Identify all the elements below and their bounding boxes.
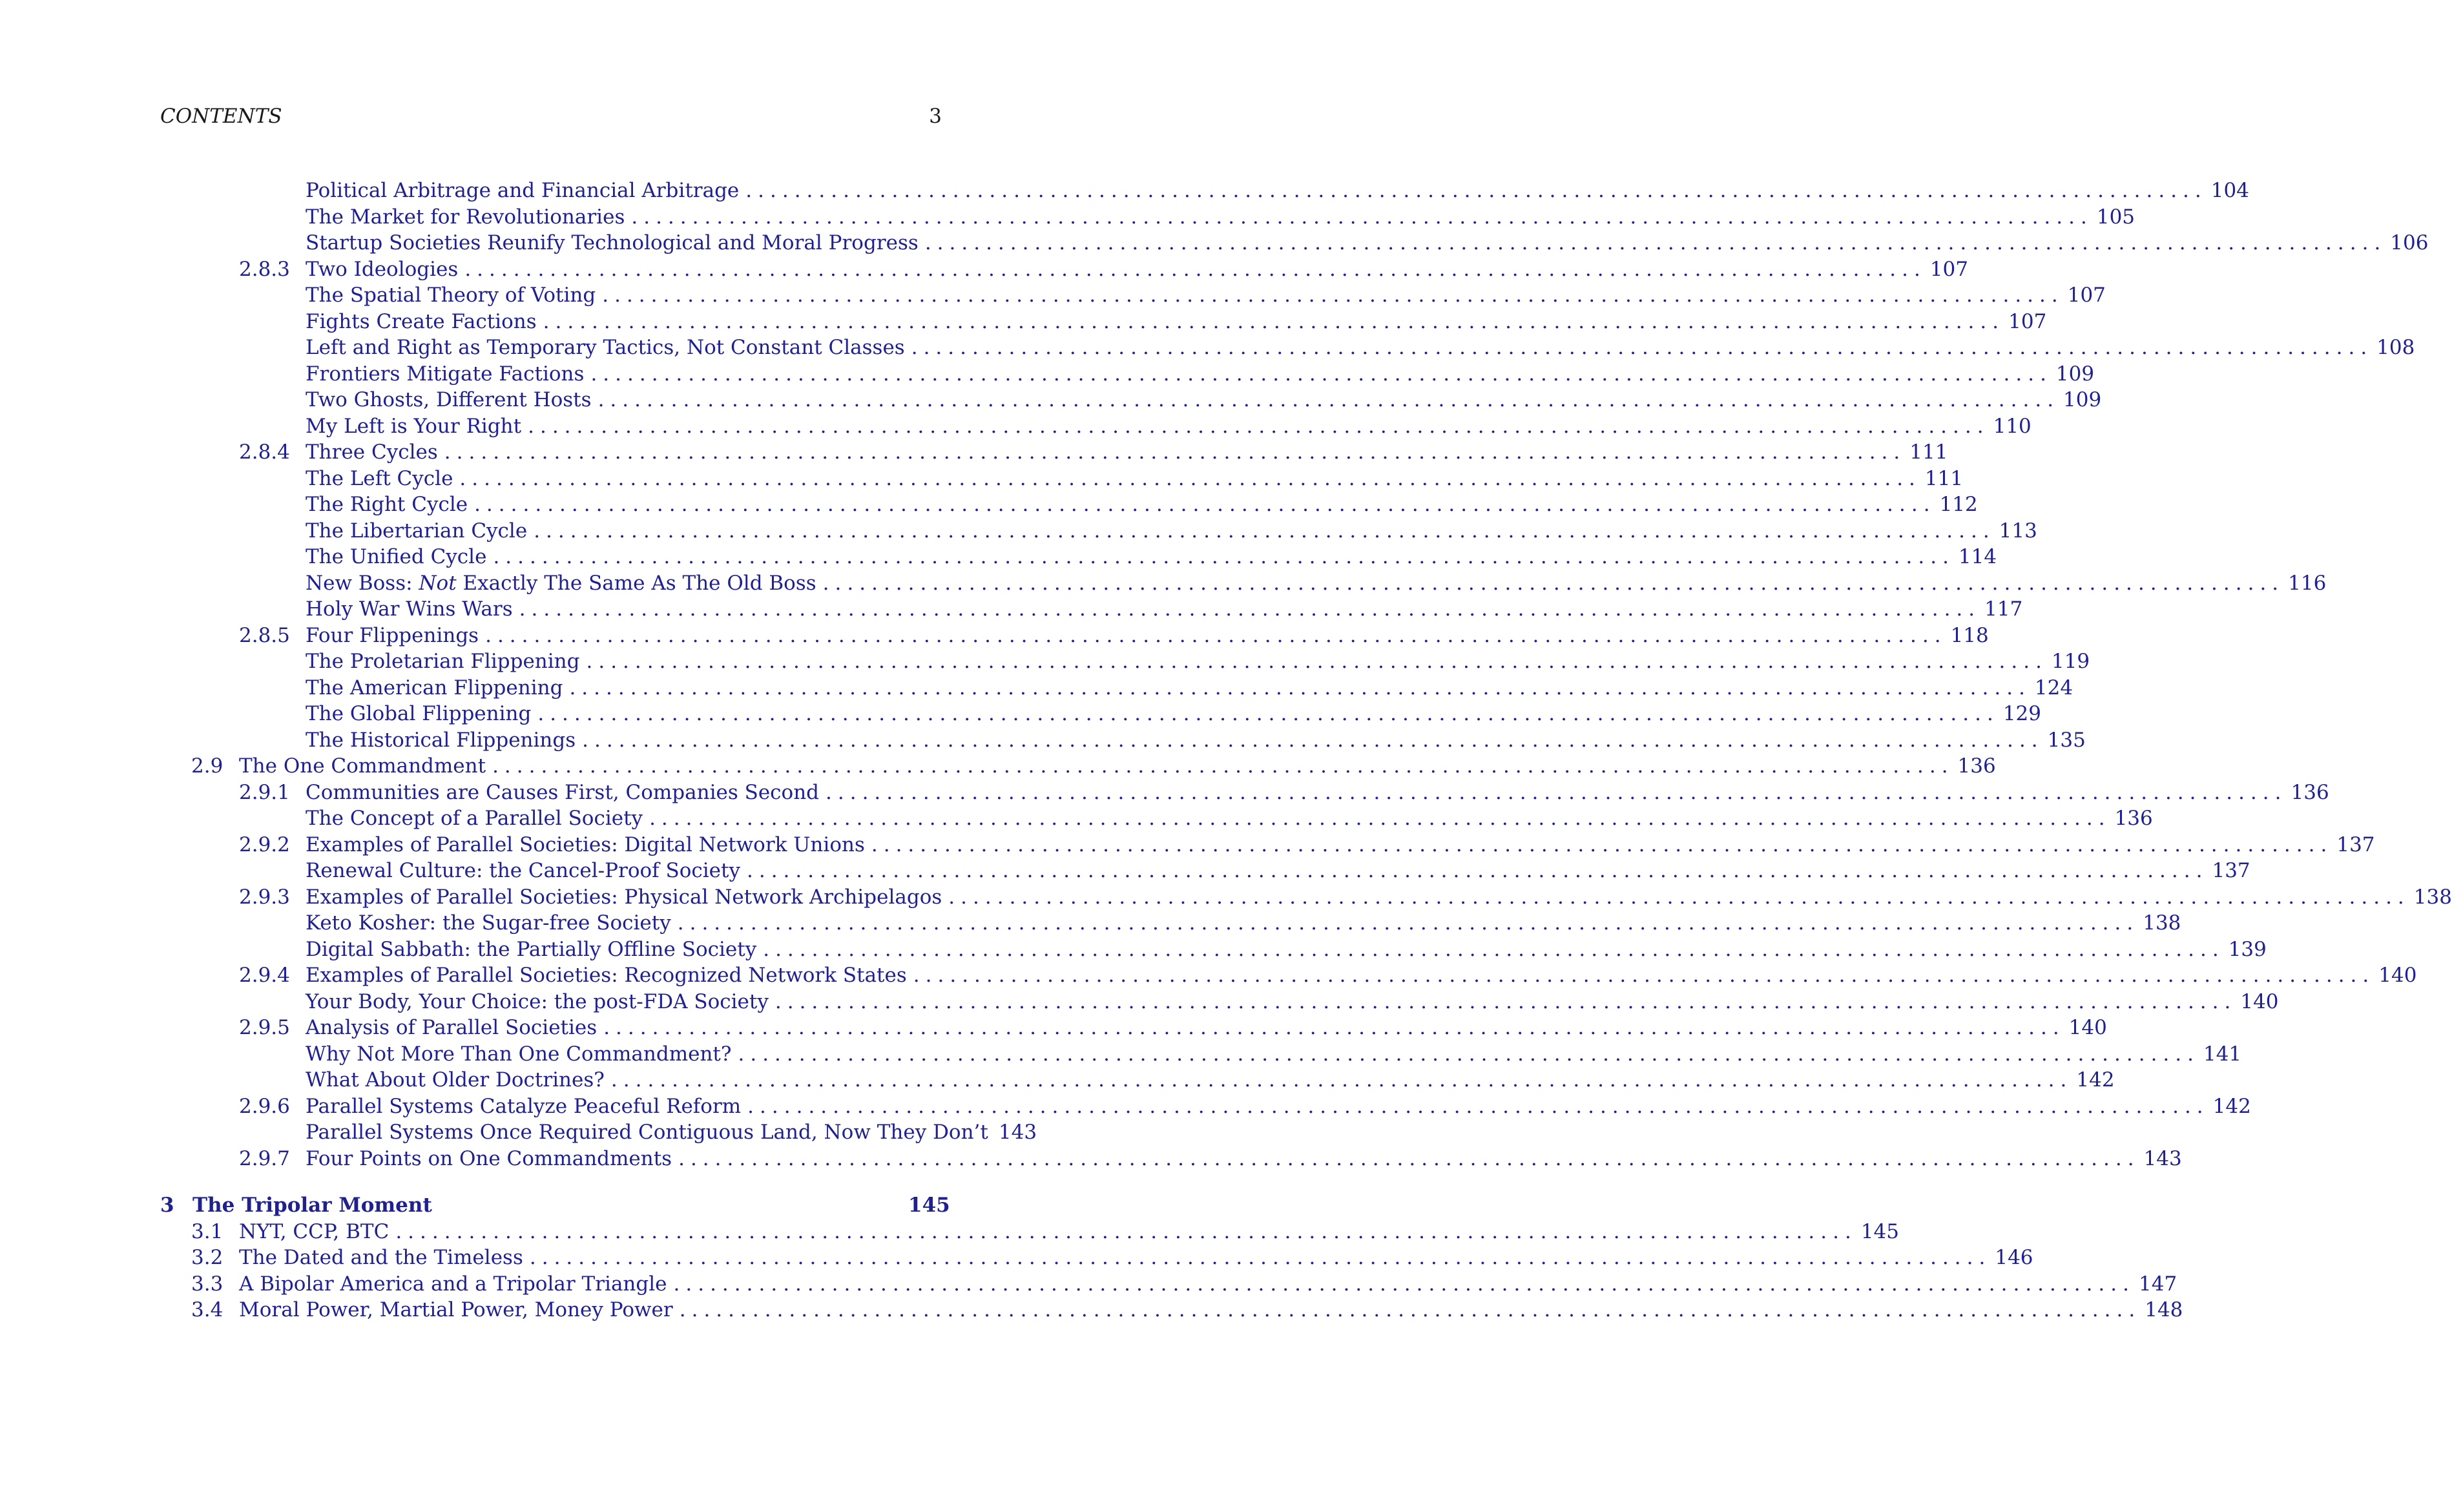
toc-entry[interactable] xyxy=(160,989,2279,1015)
toc-entry[interactable] xyxy=(160,727,2086,754)
toc-entry-title[interactable]: Holy War Wins Wars xyxy=(306,597,513,621)
toc-entry-page[interactable]: 142 xyxy=(2212,1094,2251,1118)
toc-leader-dots: ........................................................................................................................ xyxy=(747,1094,2209,1118)
toc-entry-number[interactable]: 2.9.3 xyxy=(239,885,290,909)
toc-leader-dots: ........................................................................................................................ xyxy=(649,807,2111,830)
toc-entry-page[interactable]: 143 xyxy=(998,1121,1037,1144)
toc-leader-dots: ........................................................................................................................ xyxy=(745,179,2207,202)
toc-entry-page[interactable]: 107 xyxy=(2067,284,2106,307)
toc-entry-number[interactable]: 2.9.2 xyxy=(239,833,290,856)
toc-entry-page[interactable]: 138 xyxy=(2413,885,2452,909)
toc-entry-number[interactable]: 3.3 xyxy=(191,1272,223,1296)
toc-entry-title[interactable]: Four Flippenings xyxy=(306,623,479,647)
toc-entry-number[interactable]: 2.8.3 xyxy=(239,257,290,281)
toc-entry-title[interactable]: The Historical Flippenings xyxy=(306,728,576,752)
toc-leader-dots: ........................................................................................................................ xyxy=(948,885,2410,909)
toc-leader-dots: ........................................................................................................................ xyxy=(492,754,1954,778)
toc-entry-page[interactable]: 139 xyxy=(2228,937,2267,961)
toc-entry-title[interactable]: Two Ideologies xyxy=(306,257,459,281)
toc-entry[interactable] xyxy=(160,1245,2033,1271)
toc-leader-dots xyxy=(432,1192,908,1219)
toc-leader-dots: ........................................................................................................................ xyxy=(586,650,2048,673)
toc-entry[interactable] xyxy=(160,413,2031,440)
toc-entry-page[interactable]: 104 xyxy=(2210,179,2249,202)
toc-entry-page[interactable]: 114 xyxy=(1958,545,1997,568)
toc-entry-title[interactable]: The Market for Revolutionaries xyxy=(306,205,625,229)
toc-entry-page[interactable]: 110 xyxy=(1993,414,2031,438)
toc-entry-page[interactable]: 109 xyxy=(2063,388,2102,411)
toc-entry[interactable] xyxy=(160,387,2102,413)
toc-entry-number[interactable]: 3.2 xyxy=(191,1246,223,1269)
toc-entry-title[interactable]: Two Ghosts, Different Hosts xyxy=(306,388,592,411)
toc-entry[interactable] xyxy=(160,570,2327,597)
toc-entry[interactable] xyxy=(160,230,2429,256)
toc-entry-title[interactable]: Political Arbitrage and Financial Arbitrage xyxy=(306,179,740,202)
toc-entry[interactable] xyxy=(160,858,2250,884)
toc-entry-title[interactable]: Parallel Systems Catalyze Peaceful Reform xyxy=(306,1094,742,1118)
toc-leader-dots: ........................................................................................................................ xyxy=(519,597,1981,621)
toc-entry-page[interactable]: 109 xyxy=(2055,362,2095,386)
toc-entry-title[interactable]: New Boss: Not Exactly The Same As The Old Boss xyxy=(306,571,816,595)
toc-entry-title[interactable]: Analysis of Parallel Societies xyxy=(306,1016,597,1039)
toc-entry-title[interactable]: Renewal Culture: the Cancel-Proof Society xyxy=(306,859,740,882)
toc-entry-page[interactable]: 145 xyxy=(1860,1219,1899,1243)
toc-entry-title[interactable]: The Libertarian Cycle xyxy=(306,519,528,543)
toc-leader-dots: ........................................................................................................................ xyxy=(459,466,1921,490)
toc-leader-dots: ........................................................................................................................ xyxy=(610,1068,2073,1092)
toc-entry-title[interactable]: Parallel Systems Once Required Contiguous Land, Now They Don’t xyxy=(306,1121,988,1144)
toc-leader-dots: ........................................................................................................................ xyxy=(677,911,2139,935)
toc-leader-dots: ........................................................................................................................ xyxy=(590,362,2052,386)
toc-entry-title[interactable]: My Left is Your Right xyxy=(306,414,522,438)
toc-leader-dots: ........................................................................................................................ xyxy=(603,1016,2065,1039)
toc-leader-dots: ........................................................................................................................ xyxy=(485,623,1947,647)
toc-leader-dots: ........................................................................................................................ xyxy=(597,388,2060,411)
toc-entry[interactable] xyxy=(160,1119,1037,1146)
toc-entry-page[interactable]: 145 xyxy=(908,1194,950,1217)
toc-entry-page[interactable]: 141 xyxy=(2203,1042,2242,1066)
toc-leader-dots: ........................................................................................................................ xyxy=(871,833,2333,856)
toc-entry[interactable] xyxy=(160,309,2047,335)
toc-entry-page[interactable]: 111 xyxy=(1909,440,1948,464)
toc-entry[interactable] xyxy=(160,937,2267,963)
toc-entry-title[interactable]: The Concept of a Parallel Society xyxy=(306,807,643,830)
toc-entry-title[interactable]: The Unified Cycle xyxy=(306,545,487,568)
toc-entry-title[interactable]: The Proletarian Flippening xyxy=(306,650,580,673)
toc-entry-number[interactable]: 2.9 xyxy=(191,754,223,778)
toc-entry[interactable] xyxy=(160,256,1968,283)
toc-entry[interactable] xyxy=(160,1015,2107,1041)
toc-entry-title[interactable]: Examples of Parallel Societies: Physical Network Archipelagos xyxy=(306,885,942,909)
toc-entry[interactable] xyxy=(160,780,2329,806)
toc-entry[interactable] xyxy=(160,648,2090,675)
toc-entry-page[interactable]: 140 xyxy=(2068,1016,2107,1039)
running-head xyxy=(160,102,942,130)
toc-entry-number[interactable]: 3.1 xyxy=(191,1219,223,1243)
toc-entry-title[interactable]: Keto Kosher: the Sugar-free Society xyxy=(306,911,671,935)
toc-entry-number[interactable]: 2.9.7 xyxy=(239,1146,290,1170)
toc-entry-title[interactable]: Your Body, Your Choice: the post-FDA Society xyxy=(306,989,769,1013)
toc-entry[interactable] xyxy=(160,361,2095,388)
toc-entry-page[interactable]: 140 xyxy=(2240,989,2279,1013)
toc-leader-dots: ........................................................................................................................ xyxy=(738,1042,2199,1066)
toc-entry[interactable] xyxy=(160,1067,2115,1093)
toc-entry[interactable] xyxy=(160,492,1978,518)
toc-leader-dots: ........................................................................................................................ xyxy=(444,440,1906,464)
toc-leader-dots: ........................................................................................................................ xyxy=(602,284,2064,307)
toc-leader-dots: ........................................................................................................................ xyxy=(924,231,2387,254)
toc-entry-page[interactable]: 124 xyxy=(2034,676,2073,699)
toc-entry[interactable] xyxy=(160,1297,2183,1323)
toc-entry-page[interactable]: 107 xyxy=(2008,309,2047,333)
toc-leader-dots: ........................................................................................................................ xyxy=(528,414,1990,438)
toc-entry-page[interactable]: 108 xyxy=(2376,336,2415,359)
toc-entry[interactable] xyxy=(160,204,2135,231)
toc-entry[interactable] xyxy=(160,962,2417,989)
toc-entry-page[interactable]: 111 xyxy=(1924,466,1964,490)
toc-entry-title[interactable]: Fights Create Factions xyxy=(306,309,537,333)
toc-entry-page[interactable]: 112 xyxy=(1939,493,1978,516)
toc-leader-dots: ........................................................................................................................ xyxy=(582,728,2044,752)
toc-leader-dots: ........................................................................................................................ xyxy=(826,780,2287,804)
toc-entry-page[interactable]: 119 xyxy=(2051,650,2090,673)
toc-entry-page[interactable]: 105 xyxy=(2096,205,2135,229)
toc-entry-page[interactable]: 136 xyxy=(1957,754,1996,778)
toc-entry-title[interactable]: Four Points on One Commandments xyxy=(306,1146,672,1170)
toc-entry[interactable] xyxy=(160,1146,2182,1172)
toc-entry[interactable] xyxy=(160,675,2073,701)
toc-entry-title[interactable]: The Right Cycle xyxy=(306,493,468,516)
toc-leader-dots: ........................................................................................................................ xyxy=(631,205,2093,229)
toc-leader-dots: ........................................................................................................................ xyxy=(678,1146,2140,1170)
toc-leader-dots: ........................................................................................................................ xyxy=(673,1272,2135,1296)
toc-entry-page[interactable]: 147 xyxy=(2139,1272,2177,1296)
toc-entry-page[interactable]: 107 xyxy=(1929,257,1968,281)
toc-entry-page[interactable]: 137 xyxy=(2212,859,2250,882)
toc-entry-number[interactable]: 2.9.6 xyxy=(239,1094,290,1118)
toc-leader-dots xyxy=(988,1119,999,1146)
toc-entry-number[interactable]: 3 xyxy=(160,1194,174,1217)
toc-entry-title[interactable]: The One Commandment xyxy=(239,754,486,778)
toc-entry-title[interactable]: Startup Societies Reunify Technological and Moral Progress xyxy=(306,231,919,254)
toc-entry-title[interactable]: NYT, CCP, BTC xyxy=(239,1219,390,1243)
toc-entry[interactable] xyxy=(160,832,2375,858)
toc-entry[interactable] xyxy=(160,805,2153,832)
toc-entry-page[interactable]: 142 xyxy=(2076,1068,2115,1092)
toc-leader-dots: ........................................................................................................................ xyxy=(493,545,1955,568)
toc-entry-page[interactable]: 106 xyxy=(2390,231,2429,254)
toc-entry-title[interactable]: The Left Cycle xyxy=(306,466,453,490)
toc-entry-title[interactable]: Left and Right as Temporary Tactics, Not Constant Classes xyxy=(306,336,905,359)
toc-entry-page[interactable]: 117 xyxy=(1984,597,2023,621)
toc-leader-dots: ........................................................................................................................ xyxy=(913,964,2375,987)
toc-leader-dots: ........................................................................................................................ xyxy=(679,1298,2141,1321)
toc-entry-title[interactable]: Moral Power, Martial Power, Money Power xyxy=(239,1298,673,1321)
toc-entry[interactable] xyxy=(160,282,2106,309)
toc-entry-number[interactable]: 2.8.5 xyxy=(239,623,290,647)
toc-entry-title[interactable]: The Global Flippening xyxy=(306,702,532,725)
toc-entry[interactable] xyxy=(160,544,1997,570)
toc-entry[interactable] xyxy=(160,884,2452,911)
toc-entry-page[interactable]: 136 xyxy=(2291,780,2329,804)
toc-entry-page[interactable]: 148 xyxy=(2145,1298,2183,1321)
toc-entry-title[interactable]: Examples of Parallel Societies: Digital Network Unions xyxy=(306,833,865,856)
toc-entry[interactable] xyxy=(160,1041,2242,1068)
toc-entry[interactable] xyxy=(160,910,2181,937)
toc-entry-title[interactable]: Three Cycles xyxy=(306,440,438,464)
toc-entry-page[interactable]: 140 xyxy=(2378,964,2417,987)
toc-entry-number[interactable]: 2.8.4 xyxy=(239,440,290,464)
toc-entry[interactable] xyxy=(160,518,2037,544)
toc-entry[interactable] xyxy=(160,623,1989,649)
toc-entry-title[interactable]: The Dated and the Timeless xyxy=(239,1246,523,1269)
toc-leader-dots: ........................................................................................................................ xyxy=(763,937,2225,961)
toc-leader-dots: ........................................................................................................................ xyxy=(474,493,1936,516)
toc-entry-title[interactable]: The Spatial Theory of Voting xyxy=(306,284,596,307)
toc-leader-dots: ........................................................................................................................ xyxy=(534,519,1995,543)
toc-leader-dots: ........................................................................................................................ xyxy=(464,257,1926,281)
toc-entry[interactable] xyxy=(160,1093,2251,1120)
toc-entry[interactable] xyxy=(160,701,2041,727)
toc-entry[interactable] xyxy=(160,596,2023,623)
toc-entry-page[interactable]: 138 xyxy=(2143,911,2181,935)
toc-entry[interactable] xyxy=(160,335,2415,361)
toc-leader-dots: ........................................................................................................................ xyxy=(395,1219,1857,1243)
toc-leader-dots: ........................................................................................................................ xyxy=(746,859,2208,882)
toc-entry-number[interactable]: 3.4 xyxy=(191,1298,223,1321)
toc-entry[interactable] xyxy=(160,178,2249,204)
toc-entry-title[interactable]: Examples of Parallel Societies: Recognized Network States xyxy=(306,964,907,987)
toc-entry-page[interactable]: 118 xyxy=(1950,623,1989,647)
toc-entry[interactable] xyxy=(160,753,1996,780)
toc-entry-title[interactable]: Communities are Causes First, Companies Second xyxy=(306,780,820,804)
toc-entry-title[interactable]: Frontiers Mitigate Factions xyxy=(306,362,585,386)
toc-entry-page[interactable]: 129 xyxy=(2002,702,2041,725)
toc-leader-dots: ........................................................................................................................ xyxy=(774,989,2237,1013)
toc-entry-number[interactable]: 2.9.1 xyxy=(239,780,290,804)
toc-entry-title[interactable]: The American Flippening xyxy=(306,676,563,699)
toc-entry-number[interactable]: 2.9.4 xyxy=(239,964,290,987)
toc-entry[interactable] xyxy=(160,466,1964,492)
page-number: 3 xyxy=(929,105,942,128)
toc-entry-page[interactable]: 143 xyxy=(2143,1146,2182,1170)
toc-entry-title[interactable]: Digital Sabbath: the Partially Offline Society xyxy=(306,937,757,961)
toc-entry[interactable] xyxy=(160,1192,950,1219)
toc-entry-page[interactable]: 136 xyxy=(2114,807,2153,830)
toc-leader-dots: ........................................................................................................................ xyxy=(822,571,2285,595)
toc-leader-dots: ........................................................................................................................ xyxy=(537,702,1999,725)
toc-entry-title[interactable]: Why Not More Than One Commandment? xyxy=(306,1042,732,1066)
toc-entry-title[interactable]: A Bipolar America and a Tripolar Triangle xyxy=(239,1272,667,1296)
toc-leader-dots: ........................................................................................................................ xyxy=(543,309,2005,333)
toc-entry-page[interactable]: 116 xyxy=(2288,571,2327,595)
toc-entry[interactable] xyxy=(160,439,1948,466)
table-of-contents xyxy=(160,178,2452,1323)
toc-entry-page[interactable]: 135 xyxy=(2047,728,2086,752)
running-head-title: CONTENTS xyxy=(160,105,282,128)
toc-entry-title[interactable]: What About Older Doctrines? xyxy=(306,1068,605,1092)
toc-entry[interactable] xyxy=(160,1219,1899,1245)
toc-entry-page[interactable]: 137 xyxy=(2336,833,2375,856)
toc-entry-number[interactable]: 2.9.5 xyxy=(239,1016,290,1039)
toc-leader-dots: ........................................................................................................................ xyxy=(911,336,2373,359)
toc-entry[interactable] xyxy=(160,1271,2177,1298)
toc-leader-dots: ........................................................................................................................ xyxy=(569,676,2031,699)
toc-leader-dots: ........................................................................................................................ xyxy=(529,1246,1991,1269)
toc-entry-title[interactable]: The Tripolar Moment xyxy=(192,1194,432,1217)
toc-entry-page[interactable]: 113 xyxy=(1999,519,2037,543)
toc-entry-page[interactable]: 146 xyxy=(1995,1246,2033,1269)
